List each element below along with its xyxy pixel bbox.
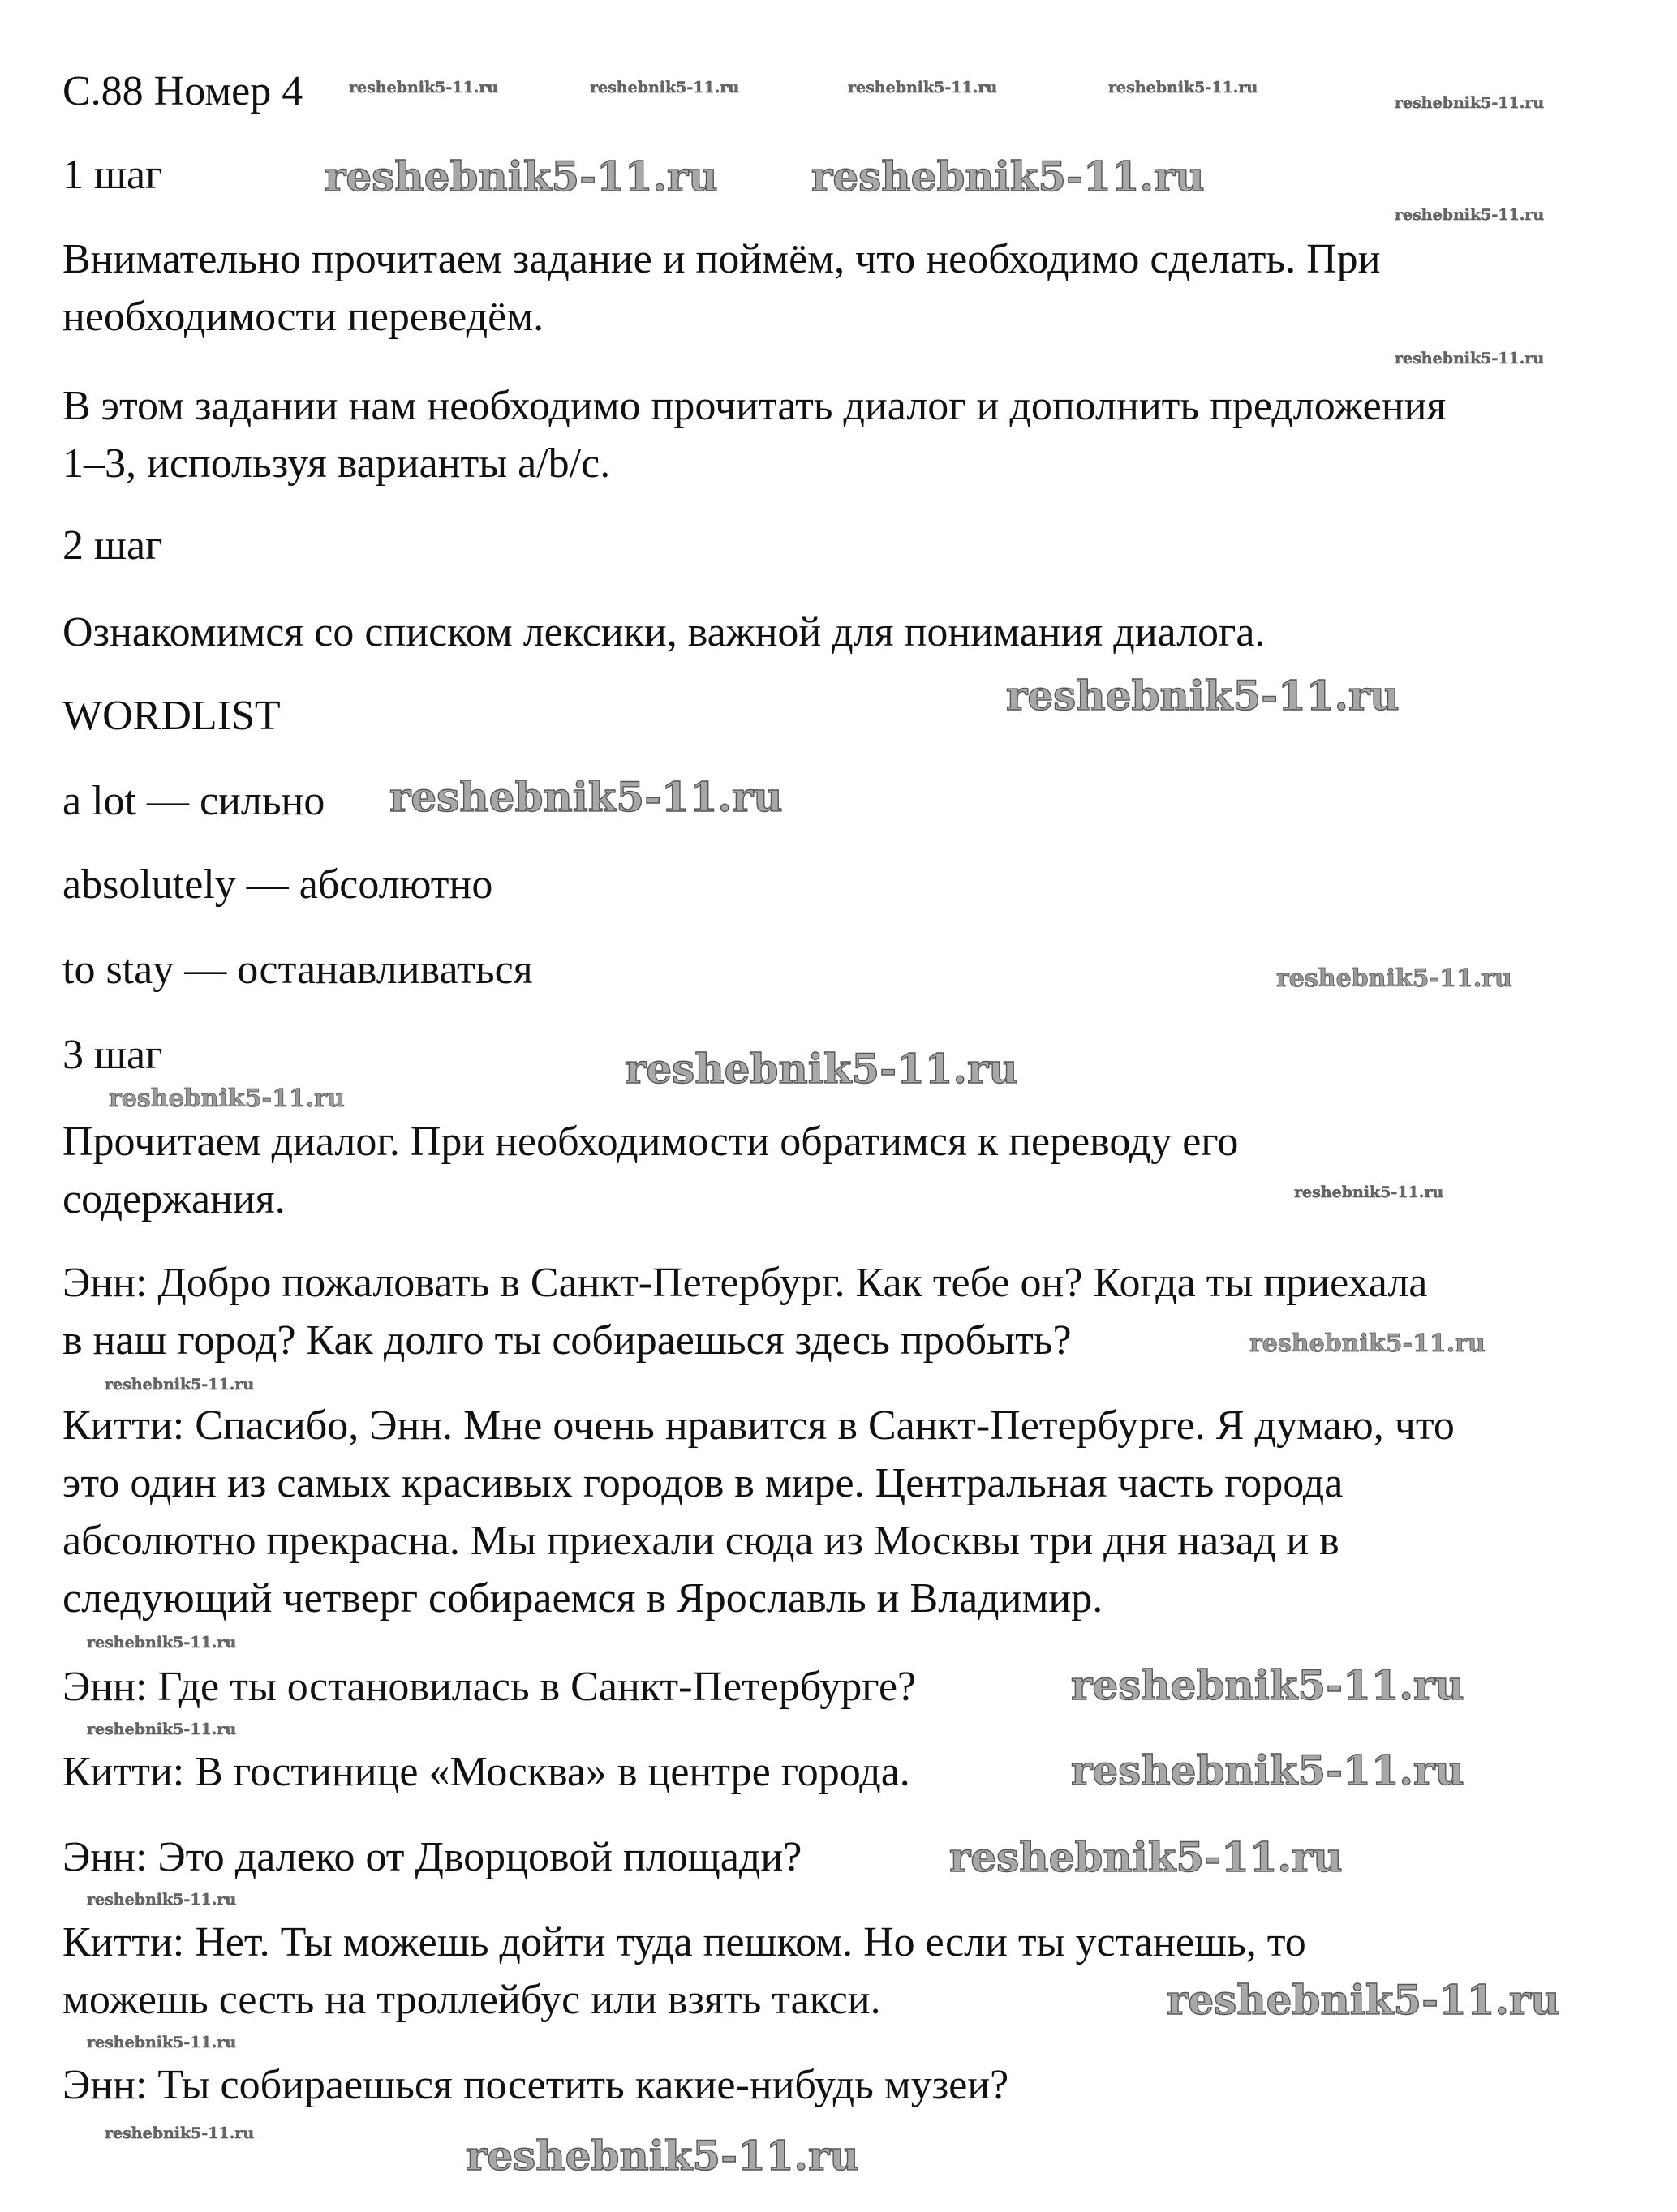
watermark: reshebnik5-11.ru bbox=[1276, 964, 1512, 993]
dialog-line bbox=[62, 1397, 1455, 1627]
text-line: to stay — останавливаться bbox=[62, 947, 533, 993]
heading-text: 1 шаг bbox=[62, 152, 163, 198]
dialog-line bbox=[62, 1254, 1427, 1369]
watermark: reshebnik5-11.ru bbox=[1395, 206, 1545, 224]
dialog-line bbox=[62, 1658, 916, 1716]
text-line: следующий четверг собираемся в Ярославль и Владимир. bbox=[62, 1575, 1103, 1621]
watermark: reshebnik5-11.ru bbox=[1108, 79, 1258, 97]
watermark: reshebnik5-11.ru bbox=[1249, 1329, 1486, 1358]
step3-heading bbox=[62, 1026, 162, 1084]
watermark: reshebnik5-11.ru bbox=[87, 1720, 237, 1738]
watermark: reshebnik5-11.ru bbox=[466, 2132, 859, 2180]
watermark: reshebnik5-11.ru bbox=[105, 1376, 255, 1394]
text-line: Энн: Добро пожаловать в Санкт-Петербург. Как тебе он? Когда ты приехала bbox=[62, 1260, 1428, 1306]
title-text: С.88 Номер 4 bbox=[62, 68, 303, 114]
heading-text: WORDLIST bbox=[62, 693, 281, 739]
wordlist-item bbox=[62, 856, 492, 913]
heading-text: 3 шаг bbox=[62, 1032, 163, 1078]
text-line: Энн: Это далеко от Дворцовой площади? bbox=[62, 1834, 802, 1880]
watermark: reshebnik5-11.ru bbox=[1071, 1746, 1464, 1794]
watermark: reshebnik5-11.ru bbox=[848, 79, 998, 97]
text-line: Внимательно прочитаем задание и поймём, что необходимо сделать. При bbox=[62, 236, 1381, 282]
page-title bbox=[62, 62, 303, 120]
watermark: reshebnik5-11.ru bbox=[349, 79, 499, 97]
text-line: В этом задании нам необходимо прочитать диалог и дополнить предложения bbox=[62, 383, 1447, 429]
wordlist-item bbox=[62, 772, 325, 830]
text-line: Ознакомимся со списком лексики, важной для понимания диалога. bbox=[62, 609, 1266, 655]
step2-paragraph bbox=[62, 603, 1265, 661]
watermark: reshebnik5-11.ru bbox=[1167, 1976, 1560, 2024]
text-line: можешь сесть на троллейбус или взять такси. bbox=[62, 1977, 881, 2023]
watermark: reshebnik5-11.ru bbox=[325, 152, 718, 200]
text-line: Энн: Ты собираешься посетить какие-нибудь музеи? bbox=[62, 2062, 1009, 2108]
text-line: absolutely — абсолютно bbox=[62, 861, 493, 908]
text-line: содержания. bbox=[62, 1176, 286, 1222]
watermark: reshebnik5-11.ru bbox=[109, 1085, 345, 1113]
watermark: reshebnik5-11.ru bbox=[1071, 1661, 1464, 1709]
heading-text: 2 шаг bbox=[62, 522, 163, 569]
text-line: абсолютно прекрасна. Мы приехали сюда из Москвы три дня назад и в bbox=[62, 1518, 1339, 1564]
text-line: a lot — сильно bbox=[62, 778, 325, 824]
watermark: reshebnik5-11.ru bbox=[1006, 672, 1400, 719]
watermark: reshebnik5-11.ru bbox=[1294, 1183, 1444, 1201]
text-line: Прочитаем диалог. При необходимости обратимся к переводу его bbox=[62, 1119, 1239, 1165]
step1-paragraph-2 bbox=[62, 377, 1446, 492]
step1-paragraph-1 bbox=[62, 230, 1381, 346]
watermark: reshebnik5-11.ru bbox=[1395, 350, 1545, 367]
step3-paragraph bbox=[62, 1113, 1238, 1228]
dialog-line bbox=[62, 1828, 802, 1886]
watermark: reshebnik5-11.ru bbox=[811, 152, 1205, 200]
text-line: 1–3, используя варианты a/b/c. bbox=[62, 440, 611, 487]
watermark: reshebnik5-11.ru bbox=[389, 773, 783, 821]
watermark: reshebnik5-11.ru bbox=[87, 1634, 237, 1651]
text-line: Энн: Где ты остановилась в Санкт-Петербурге? bbox=[62, 1664, 917, 1710]
text-line: Китти: Нет. Ты можешь дойти туда пешком. Но если ты устанешь, то bbox=[62, 1919, 1306, 1965]
text-line: в наш город? Как долго ты собираешься здесь пробыть? bbox=[62, 1317, 1072, 1364]
watermark: reshebnik5-11.ru bbox=[87, 2034, 237, 2051]
wordlist-item bbox=[62, 941, 533, 999]
watermark: reshebnik5-11.ru bbox=[949, 1833, 1343, 1881]
step2-heading bbox=[62, 517, 162, 574]
text-line: Китти: В гостинице «Москва» в центре города. bbox=[62, 1749, 910, 1795]
watermark: reshebnik5-11.ru bbox=[590, 79, 740, 97]
watermark: reshebnik5-11.ru bbox=[87, 1891, 237, 1909]
text-line: необходимости переведём. bbox=[62, 294, 544, 340]
dialog-line bbox=[62, 1913, 1306, 2029]
dialog-line bbox=[62, 1743, 910, 1801]
text-line: это один из самых красивых городов в мире. Центральная часть города bbox=[62, 1460, 1344, 1506]
wordlist-title bbox=[62, 687, 281, 745]
step1-heading bbox=[62, 146, 162, 204]
watermark: reshebnik5-11.ru bbox=[105, 2124, 255, 2142]
text-line: Китти: Спасибо, Энн. Мне очень нравится в Санкт-Петербурге. Я думаю, что bbox=[62, 1402, 1455, 1449]
dialog-line bbox=[62, 2056, 1008, 2114]
watermark: reshebnik5-11.ru bbox=[625, 1045, 1018, 1093]
watermark: reshebnik5-11.ru bbox=[1395, 94, 1545, 112]
